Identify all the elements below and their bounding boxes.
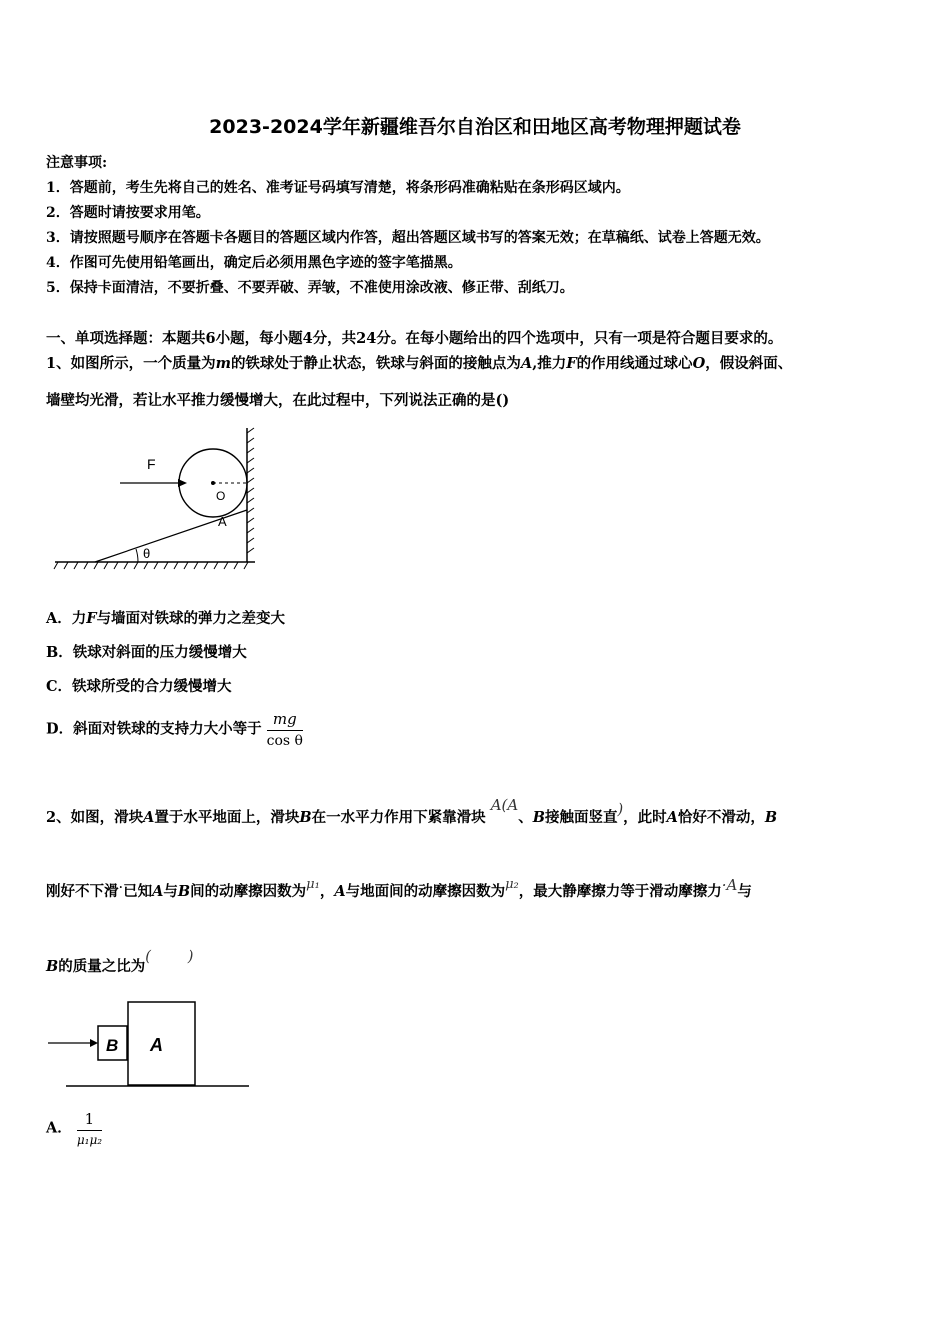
question-1-line-2: 墙壁均光滑，若让水平推力缓慢增大，在此过程中，下列说法正确的是(): [46, 392, 510, 409]
label-A: A: [150, 1035, 163, 1055]
fraction: $\frac{mg}{\text{cos θ}}$: [266, 710, 303, 749]
q2-figure: [44, 997, 254, 1092]
notice-item: 2．答题时请按要求用笔。: [46, 205, 210, 221]
label-theta: θ: [143, 546, 151, 561]
label-O: O: [216, 489, 226, 503]
question-1-line-1: 1、如图所示，一个质量为m的铁球处于静止状态，铁球与斜面的接触点为A,推力F的作用线通过球心O，假设斜面、: [46, 355, 793, 372]
label-A: A: [218, 514, 227, 529]
question-2-line-3: B的质量之比为( ): [46, 949, 194, 975]
q1-option-b[interactable]: B．铁球对斜面的压力缓慢增大: [46, 644, 247, 661]
section-heading: 一、单项选择题：本题共6小题，每小题4分，共24分。在每小题给出的四个选项中，只有一项是符合题目要求的。: [46, 330, 783, 347]
label-F: F: [147, 456, 156, 472]
q2-option-a[interactable]: A． $\frac{1}{\text{μ₁μ₂}}$: [46, 1110, 103, 1147]
notice-item: 3．请按照题号顺序在答题卡各题目的答题区域内作答，超出答题区域书写的答案无效；在草稿纸、试卷上答题无效。: [46, 230, 770, 246]
fraction: $\frac{1}{\text{μ₁μ₂}}$: [76, 1110, 103, 1147]
q1-option-a[interactable]: A．力F与墙面对铁球的弹力之差变大: [46, 610, 286, 627]
page-title: 2023-2024学年新疆维吾尔自治区和田地区高考物理押题试卷: [209, 116, 741, 138]
q1-option-c[interactable]: C．铁球所受的合力缓慢增大: [46, 678, 232, 695]
notice-heading: 注意事项:: [46, 155, 108, 171]
q1-option-d[interactable]: D．斜面对铁球的支持力大小等于 $\frac{mg}{\text{cos θ}}$: [46, 710, 303, 749]
notice-item: 5．保持卡面清洁，不要折叠、不要弄破、弄皱，不准使用涂改液、修正带、刮纸刀。: [46, 280, 574, 296]
label-B: B: [106, 1036, 119, 1055]
question-2-line-2: 刚好不下滑·已知A与B间的动摩擦因数为μ₁，A与地面间的动摩擦因数为μ₂，最大静摩擦力等于滑动摩擦力·A与: [46, 876, 752, 900]
question-2-line-1: 2、如图，滑块A置于水平地面上，滑块B在一水平力作用下紧靠滑块 A(A、B接触面竖直)，此时A恰好不滑动，B: [46, 796, 778, 826]
notice-item: 4．作图可先使用铅笔画出，确定后必须用黑色字迹的签字笔描黑。: [46, 255, 462, 271]
notice-item: 1．答题前，考生先将自己的姓名、准考证号码填写清楚，将条形码准确粘贴在条形码区域内。: [46, 180, 630, 196]
q1-figure: [50, 425, 265, 575]
